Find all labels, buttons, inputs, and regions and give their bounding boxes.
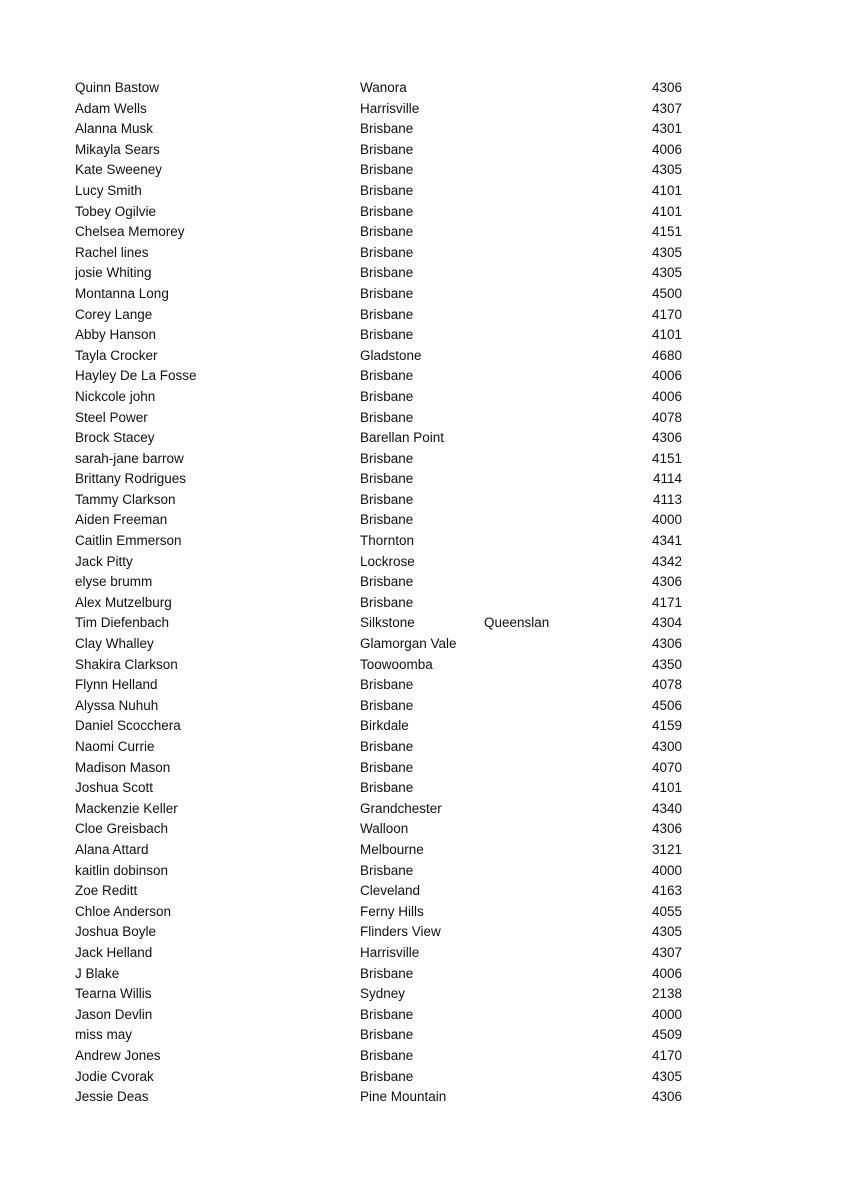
name-cell: Lucy Smith (75, 182, 142, 198)
postcode-cell: 4300 (651, 739, 682, 754)
name-cell: Joshua Boyle (75, 924, 157, 940)
name-cell: Joshua Scott (75, 780, 154, 796)
name-cell: Aiden Freeman (75, 512, 168, 528)
name-cell: Tammy Clarkson (75, 491, 176, 507)
name-cell: Hayley De La Fosse (75, 368, 197, 384)
postcode-cell: 4159 (651, 718, 682, 734)
table-row (0, 1005, 843, 1026)
name-cell: J Blake (75, 965, 120, 981)
name-cell: Cloe Greisbach (75, 821, 169, 837)
postcode-cell: 4509 (651, 1027, 682, 1043)
table-row (0, 140, 843, 161)
table-row (0, 428, 843, 449)
state-cell: Queenslan (484, 615, 550, 631)
table-row (0, 552, 843, 573)
table-row (0, 1067, 843, 1088)
suburb-cell: Brisbane (360, 224, 414, 240)
suburb-cell: Brisbane (360, 1068, 414, 1084)
suburb-cell: Brisbane (360, 594, 414, 610)
suburb-cell: Silkstone (360, 615, 415, 631)
table-row (0, 346, 843, 367)
suburb-cell: Harrisville (360, 944, 420, 960)
name-cell: Alex Mutzelburg (75, 594, 172, 610)
name-cell: Chloe Anderson (75, 903, 172, 919)
name-cell: Tim Diefenbach (75, 615, 170, 631)
name-cell: Quinn Bastow (75, 80, 160, 95)
suburb-cell: Harrisville (360, 100, 420, 116)
name-cell: Abby Hanson (75, 327, 157, 343)
postcode-cell: 4307 (651, 100, 682, 116)
suburb-cell: Wanora (360, 80, 407, 95)
postcode-cell: 4101 (651, 182, 682, 198)
name-cell: elyse brumm (75, 574, 153, 590)
name-cell: Naomi Currie (75, 739, 155, 754)
postcode-cell: 4000 (651, 512, 682, 528)
postcode-cell: 4307 (651, 944, 682, 960)
table-row (0, 984, 843, 1005)
postcode-cell: 4113 (652, 491, 682, 507)
suburb-cell: Brisbane (360, 574, 414, 590)
table-row (0, 737, 843, 758)
suburb-cell: Brisbane (360, 965, 414, 981)
table-row (0, 449, 843, 470)
postcode-cell: 3121 (651, 841, 682, 857)
suburb-cell: Brisbane (360, 409, 414, 425)
suburb-cell: Brisbane (360, 141, 414, 157)
suburb-cell: Brisbane (360, 327, 414, 343)
table-row (0, 696, 843, 717)
table-row (0, 778, 843, 799)
suburb-cell: Thornton (360, 533, 415, 549)
name-cell: kaitlin dobinson (75, 862, 169, 878)
table-row (0, 99, 843, 120)
suburb-cell: Pine Mountain (360, 1089, 447, 1105)
postcode-cell: 4306 (651, 821, 682, 837)
postcode-cell: 4305 (651, 162, 682, 178)
suburb-cell: Brisbane (360, 121, 414, 137)
suburb-cell: Brisbane (360, 759, 414, 775)
suburb-cell: Brisbane (360, 388, 414, 404)
postcode-cell: 4163 (651, 883, 682, 899)
postcode-cell: 4305 (651, 1068, 682, 1084)
name-cell: Rachel lines (75, 244, 149, 260)
suburb-cell: Cleveland (360, 883, 421, 899)
postcode-cell: 4306 (651, 574, 682, 590)
name-cell: Steel Power (75, 409, 148, 425)
postcode-cell: 4101 (651, 327, 682, 343)
name-cell: Zoe Reditt (75, 883, 138, 899)
name-cell: Jodie Cvorak (75, 1068, 154, 1084)
name-cell: Brittany Rodrigues (75, 471, 187, 487)
table-row (0, 490, 843, 511)
postcode-cell: 4055 (651, 903, 682, 919)
table-row (0, 964, 843, 985)
suburb-cell: Gladstone (360, 347, 422, 363)
postcode-cell: 4506 (651, 697, 682, 713)
table-row (0, 716, 843, 737)
postcode-cell: 4000 (651, 862, 682, 878)
table-row (0, 243, 843, 264)
table-row (0, 284, 843, 305)
data-table (0, 78, 843, 1108)
postcode-cell: 4170 (651, 306, 682, 322)
name-cell: Shakira Clarkson (75, 656, 178, 672)
postcode-cell: 4305 (651, 265, 682, 281)
postcode-cell: 4306 (651, 430, 682, 446)
table-row (0, 799, 843, 820)
table-row (0, 325, 843, 346)
suburb-cell: Barellan Point (360, 430, 445, 446)
suburb-cell: Brisbane (360, 1006, 414, 1022)
table-row (0, 572, 843, 593)
table-row (0, 675, 843, 696)
name-cell: Nickcole john (75, 388, 156, 404)
postcode-cell: 4350 (651, 656, 682, 672)
name-cell: Madison Mason (75, 759, 171, 775)
suburb-cell: Brisbane (360, 203, 414, 219)
postcode-cell: 4500 (651, 285, 682, 301)
suburb-cell: Walloon (360, 821, 409, 837)
table-row (0, 655, 843, 676)
postcode-cell: 4305 (651, 924, 682, 940)
table-row (0, 531, 843, 552)
postcode-cell: 4170 (651, 1047, 682, 1063)
postcode-cell: 4340 (651, 800, 682, 816)
postcode-cell: 4101 (651, 780, 682, 796)
name-cell: Jason Devlin (75, 1006, 153, 1022)
suburb-cell: Toowoomba (360, 656, 433, 672)
name-cell: Tearna Willis (75, 986, 152, 1002)
postcode-cell: 4006 (651, 388, 682, 404)
name-cell: Montanna Long (75, 285, 169, 301)
table-row (0, 119, 843, 140)
suburb-cell: Brisbane (360, 512, 414, 528)
suburb-cell: Flinders View (360, 924, 441, 940)
name-cell: Jack Helland (75, 944, 153, 960)
suburb-cell: Brisbane (360, 306, 414, 322)
name-cell: Tayla Crocker (75, 347, 158, 363)
suburb-cell: Brisbane (360, 862, 414, 878)
name-cell: Daniel Scocchera (75, 718, 181, 734)
table-row (0, 593, 843, 614)
name-cell: Caitlin Emmerson (75, 533, 182, 549)
table-row (0, 634, 843, 655)
postcode-cell: 4114 (652, 471, 682, 487)
table-row (0, 181, 843, 202)
name-cell: Andrew Jones (75, 1047, 161, 1063)
postcode-cell: 4006 (651, 368, 682, 384)
suburb-cell: Melbourne (360, 841, 424, 857)
suburb-cell: Lockrose (360, 553, 415, 569)
suburb-cell: Brisbane (360, 265, 414, 281)
table-row (0, 469, 843, 490)
postcode-cell: 4342 (651, 553, 682, 569)
name-cell: Kate Sweeney (75, 162, 163, 178)
suburb-cell: Brisbane (360, 697, 414, 713)
table-row (0, 943, 843, 964)
name-cell: Tobey Ogilvie (75, 203, 157, 219)
table-row (0, 758, 843, 779)
suburb-cell: Brisbane (360, 285, 414, 301)
suburb-cell: Brisbane (360, 450, 414, 466)
postcode-cell: 4305 (651, 244, 682, 260)
table-row (0, 408, 843, 429)
name-cell: Mackenzie Keller (75, 800, 178, 816)
name-cell: miss may (75, 1027, 132, 1043)
postcode-cell: 4078 (651, 409, 682, 425)
postcode-cell: 4078 (651, 677, 682, 693)
suburb-cell: Brisbane (360, 1027, 414, 1043)
postcode-cell: 4306 (651, 80, 682, 95)
table-row (0, 819, 843, 840)
suburb-cell: Brisbane (360, 677, 414, 693)
name-cell: Flynn Helland (75, 677, 158, 693)
name-cell: Corey Lange (75, 306, 153, 322)
suburb-cell: Brisbane (360, 162, 414, 178)
table-row (0, 78, 843, 99)
name-cell: Chelsea Memorey (75, 224, 185, 240)
suburb-cell: Brisbane (360, 780, 414, 796)
suburb-cell: Brisbane (360, 471, 414, 487)
suburb-cell: Sydney (360, 986, 406, 1002)
name-cell: Adam Wells (75, 100, 147, 116)
name-cell: josie Whiting (75, 265, 152, 281)
suburb-cell: Ferny Hills (360, 903, 424, 919)
suburb-cell: Grandchester (360, 800, 442, 816)
postcode-cell: 4101 (651, 203, 682, 219)
postcode-cell: 4306 (651, 1089, 682, 1105)
name-cell: Alyssa Nuhuh (75, 697, 159, 713)
table-row (0, 613, 843, 634)
suburb-cell: Glamorgan Vale (360, 636, 457, 652)
postcode-cell: 2138 (651, 986, 682, 1002)
postcode-cell: 4171 (651, 594, 682, 610)
table-row (0, 387, 843, 408)
table-row (0, 202, 843, 223)
table-row (0, 1046, 843, 1067)
name-cell: Clay Whalley (75, 636, 154, 652)
table-row (0, 922, 843, 943)
suburb-cell: Brisbane (360, 182, 414, 198)
name-cell: Brock Stacey (75, 430, 155, 446)
name-cell: Jessie Deas (75, 1089, 149, 1105)
suburb-cell: Brisbane (360, 368, 414, 384)
name-cell: sarah-jane barrow (75, 450, 184, 466)
table-row (0, 861, 843, 882)
postcode-cell: 4680 (651, 347, 682, 363)
table-row (0, 222, 843, 243)
postcode-cell: 4151 (651, 224, 682, 240)
table-row (0, 840, 843, 861)
name-cell: Alana Attard (75, 841, 149, 857)
table-row (0, 902, 843, 923)
name-cell: Jack Pitty (75, 553, 133, 569)
table-row (0, 1087, 843, 1108)
postcode-cell: 4304 (651, 615, 682, 631)
postcode-cell: 4006 (651, 965, 682, 981)
table-row (0, 881, 843, 902)
table-row (0, 366, 843, 387)
table-row (0, 1025, 843, 1046)
table-row (0, 305, 843, 326)
table-row (0, 160, 843, 181)
postcode-cell: 4070 (651, 759, 682, 775)
suburb-cell: Brisbane (360, 739, 414, 754)
postcode-cell: 4006 (651, 141, 682, 157)
name-cell: Alanna Musk (75, 121, 154, 137)
suburb-cell: Brisbane (360, 491, 414, 507)
table-row (0, 263, 843, 284)
suburb-cell: Brisbane (360, 1047, 414, 1063)
postcode-cell: 4306 (651, 636, 682, 652)
table-row (0, 510, 843, 531)
postcode-cell: 4301 (651, 121, 682, 137)
suburb-cell: Birkdale (360, 718, 409, 734)
suburb-cell: Brisbane (360, 244, 414, 260)
name-cell: Mikayla Sears (75, 141, 160, 157)
postcode-cell: 4000 (651, 1006, 682, 1022)
postcode-cell: 4151 (651, 450, 682, 466)
postcode-cell: 4341 (651, 533, 682, 549)
